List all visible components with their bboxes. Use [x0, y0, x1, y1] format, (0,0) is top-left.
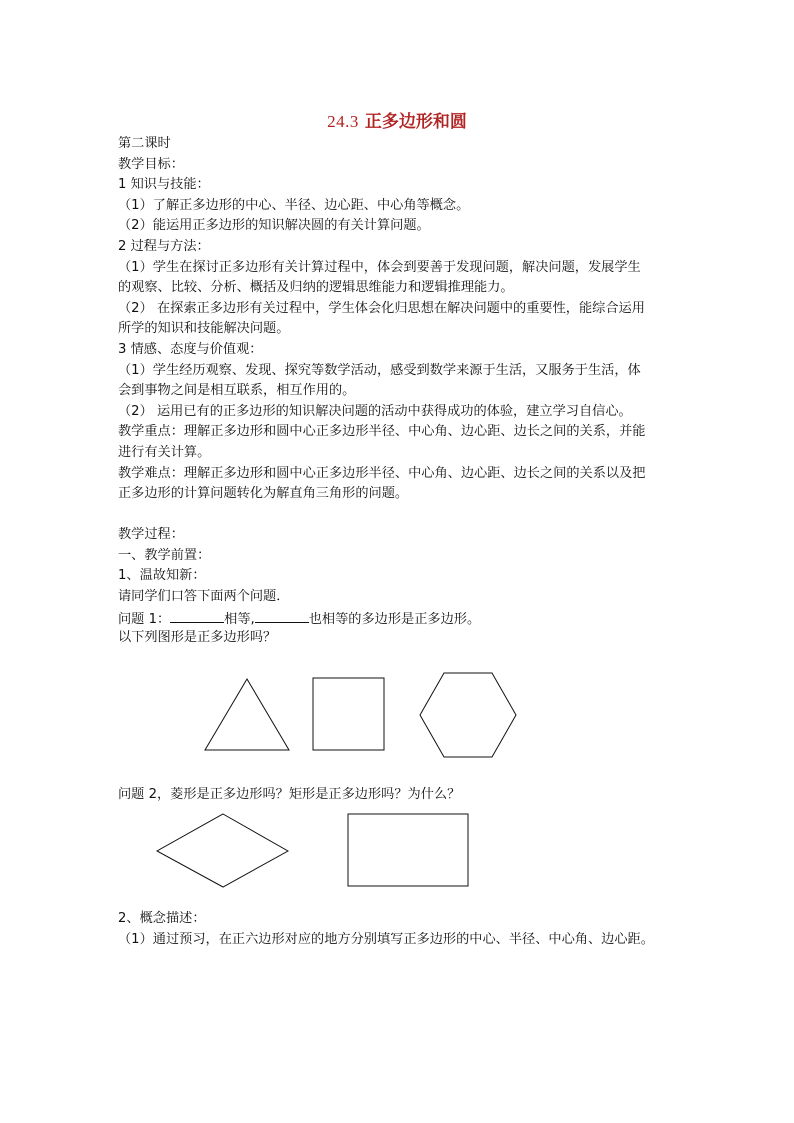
key-point-a: 教学重点：理解正多边形和圆中心正多边形半径、中心角、边心距、边长之间的关系，并能 [118, 424, 646, 440]
part1-heading: 一、教学前置： [118, 547, 211, 563]
question-1-ask: 以下列图形是正多边形吗？ [118, 630, 277, 646]
concept-item-1: （1）通过预习，在正六边形对应的地方分别填写正多边形的中心、半径、中心角、边心距。 [118, 931, 654, 947]
difficulty-b: 正多边形的计算问题转化为解直角三角形的问题。 [118, 486, 409, 502]
concept-heading: 2、概念描述： [118, 911, 206, 926]
process-heading: 教学过程： [118, 527, 184, 543]
knowledge-heading: 1 知识与技能： [118, 177, 210, 193]
hexagon-shape [420, 673, 516, 757]
document-body-concepts [118, 909, 678, 950]
section-title: 正多边形和圆 [364, 112, 467, 132]
question-1-start: 问题 1： [118, 611, 171, 627]
objectives-heading: 教学目标： [118, 156, 184, 172]
process-item-2b: 所学的知识和技能解决问题。 [118, 321, 290, 337]
rectangle-shape [348, 814, 468, 886]
knowledge-item-2: （2）能运用正多边形的知识解决圆的有关计算问题。 [118, 218, 430, 234]
document-body-lower [118, 785, 678, 806]
process-item-1a: （1）学生在探讨正多边形有关计算过程中，体会到要善于发现问题，解决问题，发展学生 [118, 259, 641, 275]
knowledge-item-1: （1）了解正多边形的中心、半径、边心距、中心角等概念。 [118, 197, 470, 213]
question-2: 问题 2，菱形是正多边形吗？矩形是正多边形吗？为什么？ [118, 787, 461, 802]
process-item-1b: 的观察、比较、分析、概括及归纳的逻辑思维能力和逻辑推理能力。 [118, 280, 514, 296]
triangle-shape [205, 679, 289, 750]
key-point-b: 进行有关计算。 [118, 444, 211, 460]
rhombus-shape [157, 814, 288, 887]
emotion-item-1a: （1）学生经历观察、发现、探究等数学活动，感受到数学来源于生活，又服务于生活，体 [118, 362, 641, 378]
lesson-period: 第二课时 [118, 136, 171, 151]
section-number: 24.3 [327, 112, 359, 131]
emotion-item-2: （2） 运用已有的正多边形的知识解决问题的活动中获得成功的体验，建立学习自信心。 [118, 403, 632, 419]
emotion-item-1b: 会到事物之间是相互联系，相互作用的。 [118, 383, 356, 399]
process-method-heading: 2 过程与方法： [118, 238, 210, 254]
review-heading: 1、温故知新： [118, 568, 206, 584]
process-item-2a: （2） 在探索正多边形有关过程中，学生体会化归思想在解决问题中的重要性，能综合运用 [118, 300, 645, 316]
difficulty-a: 教学难点：理解正多边形和圆中心正多边形半径、中心角、边心距、边长之间的关系以及把 [118, 465, 646, 481]
question-1-end: 也相等的多边形是正多边形。 [308, 611, 481, 627]
emotion-heading: 3 情感、态度与价值观： [118, 341, 263, 357]
question-1-mid: 相等, [224, 611, 255, 627]
review-prompt: 请同学们口答下面两个问题． [118, 589, 290, 605]
square-shape [313, 678, 384, 750]
